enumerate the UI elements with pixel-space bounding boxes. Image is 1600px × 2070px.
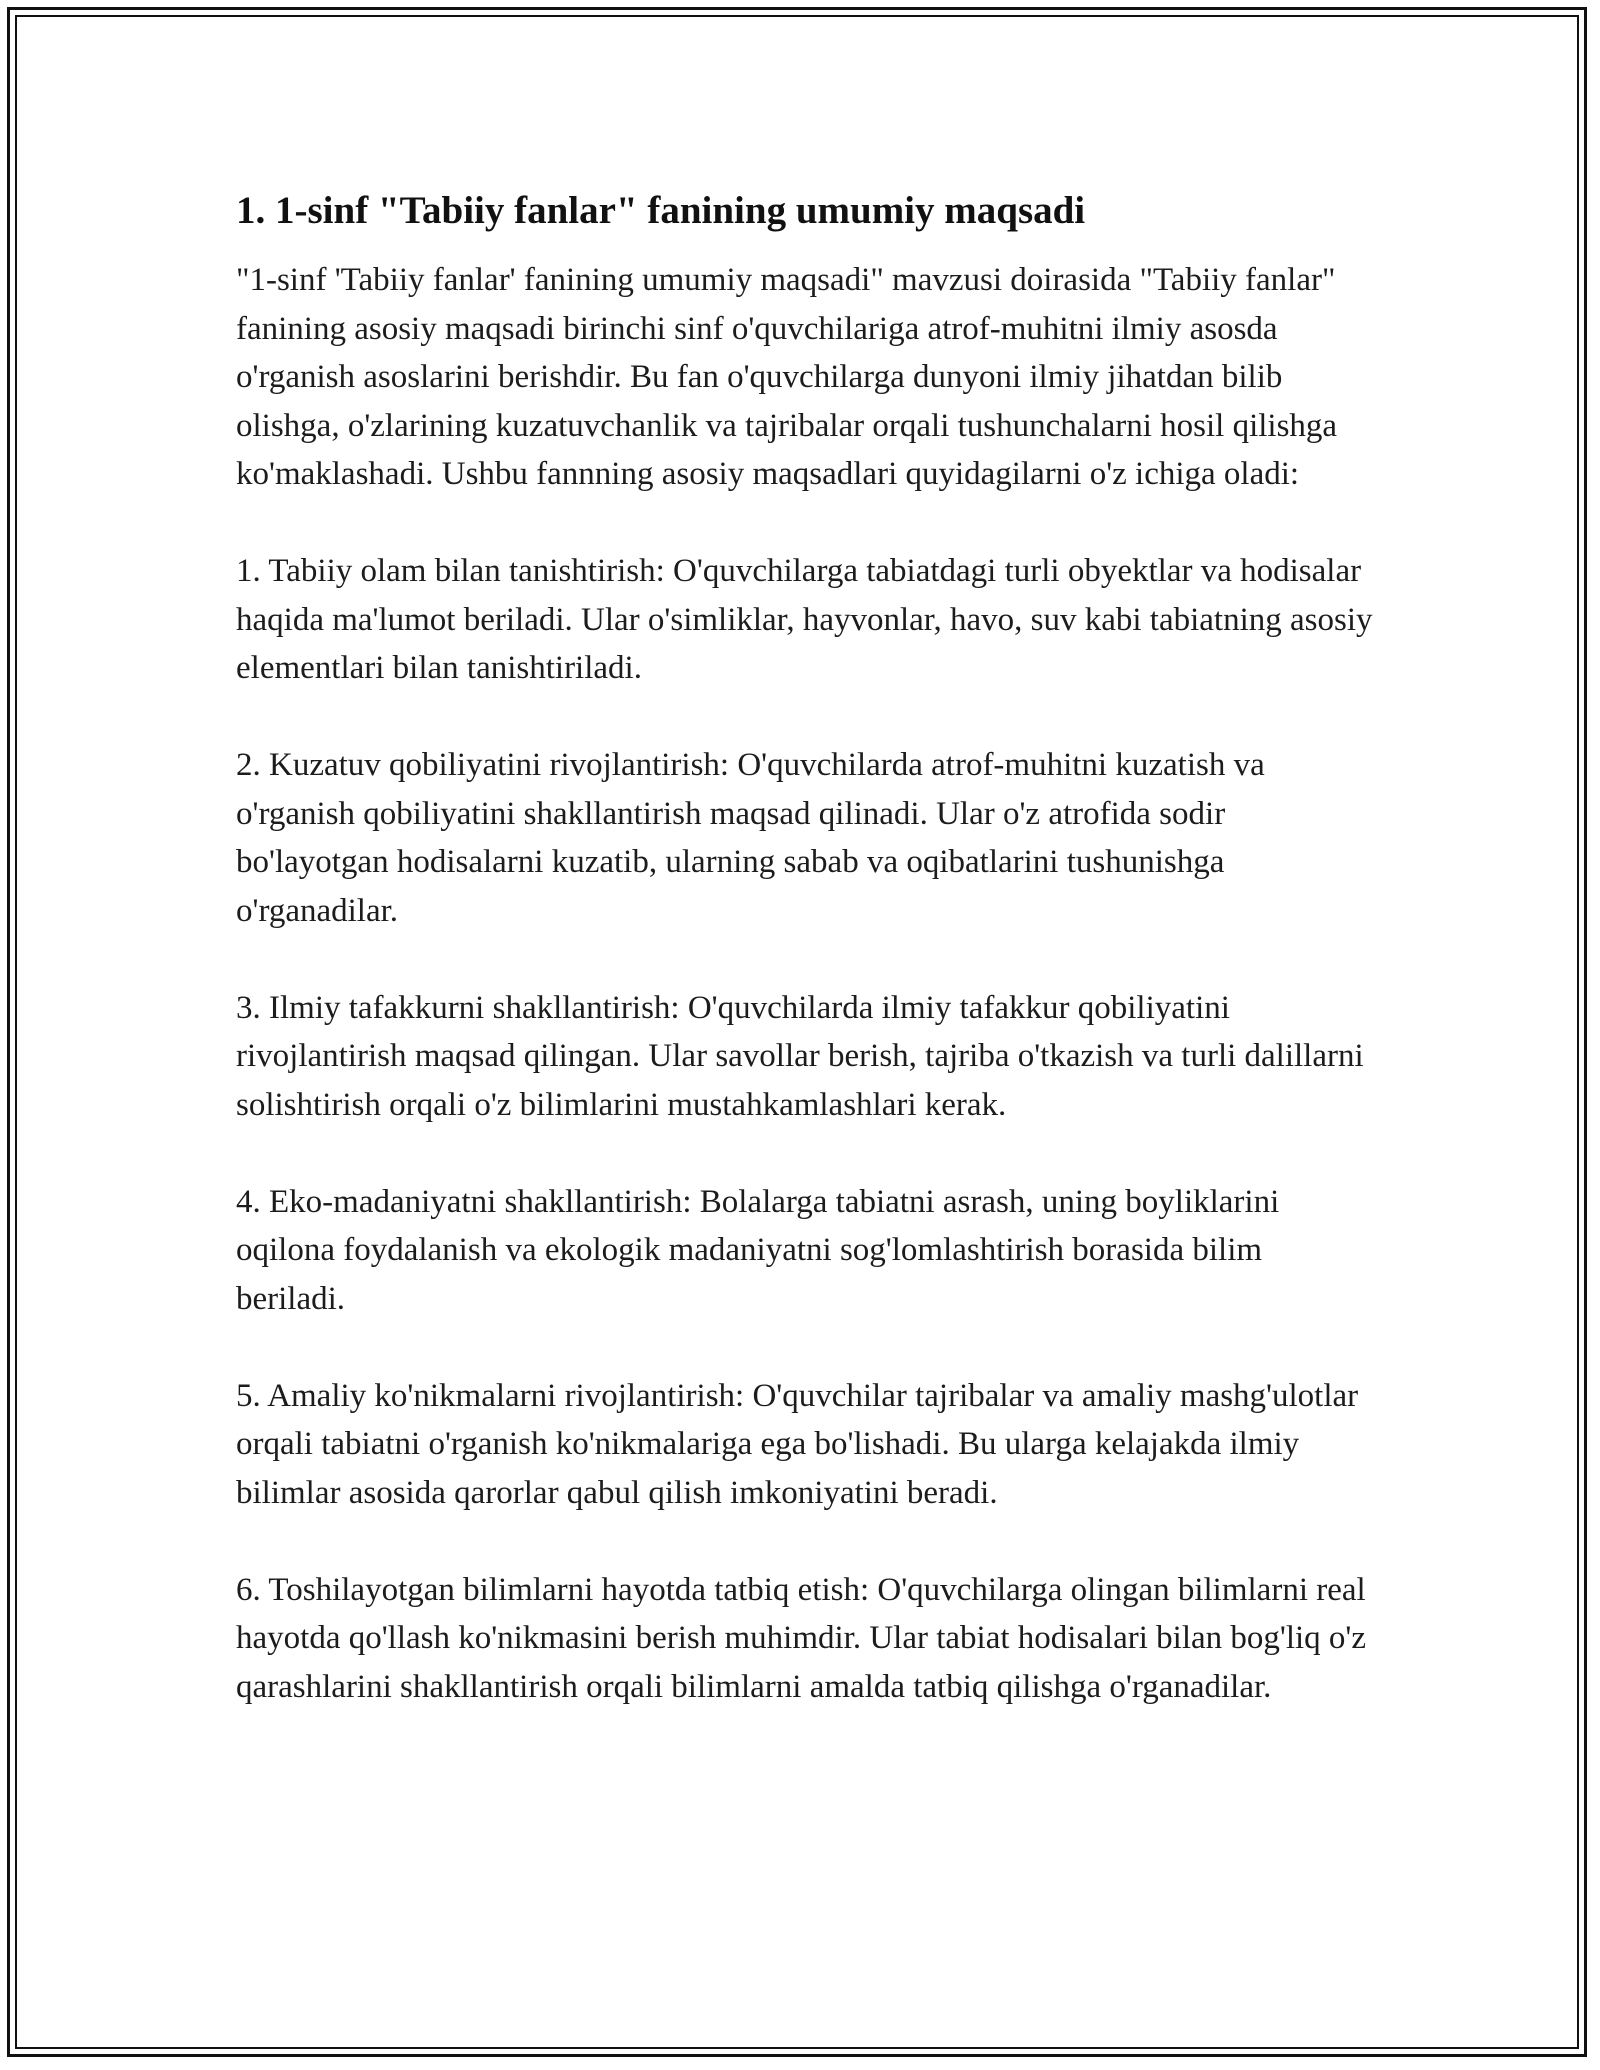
goal-paragraph-2: 2. Kuzatuv qobiliyatini rivojlantirish: O'quvchilarda atrof-muhitni kuzatish va o'rganish qobiliyatini shakllantirish maqsad qilinadi. Ular o'z atrofida sodir bo'layotgan hodisalarni kuzatib, ularning sabab va oqibatlarini tushunishga o'rganadilar. [236,747,1265,929]
goal-paragraph-5: 5. Amaliy ko'nikmalarni rivojlantirish: O'quvchilar tajribalar va amaliy mashg'ulotlar orqali tabiatni o'rganish ko'nikmalariga ega bo'lishadi. Bu ularga kelajakda ilmiy bilimlar asosida qarorlar qabul qilish imkoniyatini beradi. [236,1377,1359,1511]
goal-paragraph-1: 1. Tabiiy olam bilan tanishtirish: O'quvchilarga tabiatdagi turli obyektlar va hodisalar haqida ma'lumot beriladi. Ular o'simliklar, hayvonlar, havo, suv kabi tabiatning asosiy elementlari bilan tanishtiriladi. [236,553,1373,686]
goal-paragraph-6: 6. Toshilayotgan bilimlarni hayotda tatbiq etish: O'quvchilarga olingan bilimlarni real hayotda qo'llash ko'nikmasini berish muhimdir. Ular tabiat hodisalari bilan bog'liq o'z qarashlarini shakllantirish orqali bilimlarni amalda tatbiq qilishga o'rganadilar. [236,1571,1367,1705]
goal-paragraph-3: 3. Ilmiy tafakkurni shakllantirish: O'quvchilarda ilmiy tafakkur qobiliyatini rivojlantirish maqsad qilingan. Ular savollar berish, tajriba o'tkazish va turli dalillarni solishtirish orqali o'z bilimlarini mustahkamlashlari kerak. [236,989,1364,1123]
goal-paragraph-4: 4. Eko-madaniyatni shakllantirish: Bolalarga tabiatni asrash, uning boyliklarini oqilona foydalanish va ekologik madaniyatni sog'lomlashtirish borasida bilim beriladi. [236,1183,1280,1317]
document-body [236,186,1376,1760]
intro-paragraph: "1-sinf 'Tabiiy fanlar' fanining umumiy maqsadi" mavzusi doirasida "Tabiiy fanlar" fanining asosiy maqsadi birinchi sinf o'quvchilariga atrof-muhitni ilmiy asosda o'rganish asoslarini berishdir. Bu fan o'quvchilarga dunyoni ilmiy jihatdan bilib olishga, o'zlarining kuzatuvchanlik va tajribalar orqali tushunchalarni hosil qilishga ko'maklashadi. Ushbu fannning asosiy maqsadlari quyidagilarni o'z ichiga oladi: [236,262,1338,492]
section-heading: 1. 1-sinf "Tabiiy fanlar" fanining umumiy maqsadi [236,189,1086,232]
